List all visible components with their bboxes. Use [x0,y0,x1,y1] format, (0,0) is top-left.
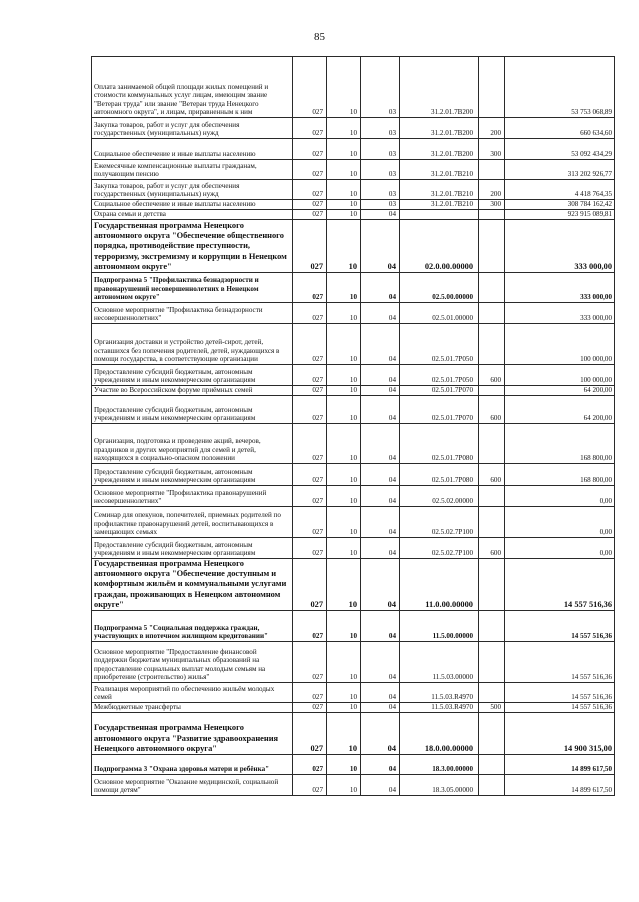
row-expense-type [479,324,505,365]
row-expense-type: 200 [479,118,505,139]
row-admin-code: 027 [293,220,327,273]
row-name: Организация доставки и устройство детей-сирот, детей, оставшихся без попечения родителей, детей, нуждающихся в помощи государства, в соответствующие организации [92,324,293,365]
table-row [92,160,615,180]
row-section: 10 [327,273,361,303]
row-section: 10 [327,713,361,755]
table-row [92,611,615,642]
row-subsection: 04 [361,464,400,486]
row-admin-code: 027 [293,273,327,303]
row-name: Подпрограмма 5 "Социальная поддержка граждан, участвующих в ипотечном жилищном кредитовании" [92,611,293,642]
table-row [92,303,615,324]
row-amount: 168 800,00 [505,464,615,486]
row-subsection: 04 [361,486,400,507]
row-subsection: 04 [361,775,400,796]
table-row [92,57,615,118]
row-admin-code: 027 [293,713,327,755]
row-subsection: 04 [361,642,400,683]
row-admin-code: 027 [293,703,327,713]
row-name: Реализация мероприятий по обеспечению жильём молодых семей [92,683,293,703]
row-amount: 100 000,00 [505,365,615,386]
table-body [92,57,615,796]
table-row [92,755,615,775]
table-row [92,683,615,703]
row-section: 10 [327,396,361,424]
row-target-article: 02.5.01.7Р080 [400,464,479,486]
row-target-article: 02.5.01.7Р050 [400,324,479,365]
row-amount: 14 899 617,50 [505,755,615,775]
row-subsection: 04 [361,507,400,538]
row-amount: 333 000,00 [505,273,615,303]
row-name: Государственная программа Ненецкого автономного округа "Обеспечение общественного порядка, противодействие преступности, терроризму, экстремизму и коррупции в Ненецком автономном округе" [92,220,293,273]
row-expense-type [479,57,505,118]
row-admin-code: 027 [293,160,327,180]
row-expense-type [479,775,505,796]
row-target-article: 02.5.01.00000 [400,303,479,324]
row-target-article: 31.2.01.7В200 [400,139,479,160]
row-subsection: 03 [361,57,400,118]
row-expense-type [479,755,505,775]
row-target-article: 11.0.00.00000 [400,559,479,611]
row-expense-type: 500 [479,703,505,713]
row-target-article: 02.0.00.00000 [400,220,479,273]
row-subsection: 04 [361,210,400,220]
row-name: Подпрограмма 5 "Профилактика безнадзорности и правонарушений несовершеннолетних в Ненецком автономном округе" [92,273,293,303]
row-section: 10 [327,538,361,559]
table-row [92,118,615,139]
row-target-article: 02.5.01.7Р070 [400,396,479,424]
row-subsection: 04 [361,386,400,396]
row-subsection: 04 [361,324,400,365]
row-amount: 333 000,00 [505,220,615,273]
row-name: Основное мероприятие "Профилактика правонарушений несовершеннолетних" [92,486,293,507]
table-row [92,324,615,365]
row-amount: 333 000,00 [505,303,615,324]
row-expense-type [479,160,505,180]
row-section: 10 [327,775,361,796]
row-target-article: 02.5.01.7Р080 [400,424,479,464]
row-name: Охрана семьи и детства [92,210,293,220]
row-subsection: 04 [361,611,400,642]
row-target-article: 31.2.01.7В210 [400,160,479,180]
row-expense-type: 200 [479,180,505,200]
row-name: Предоставление субсидий бюджетным, автономным учреждениям и иным некоммерческим организациям [92,365,293,386]
row-admin-code: 027 [293,775,327,796]
row-amount: 14 900 315,00 [505,713,615,755]
row-name: Участие во Всероссийском форуме приёмных семей [92,386,293,396]
row-target-article: 02.5.02.7Р100 [400,538,479,559]
table-row [92,139,615,160]
row-target-article: 18.3.05.00000 [400,775,479,796]
row-target-article: 31.2.01.7В210 [400,200,479,210]
row-section: 10 [327,486,361,507]
row-section: 10 [327,139,361,160]
row-section: 10 [327,57,361,118]
row-section: 10 [327,755,361,775]
row-expense-type: 600 [479,396,505,424]
row-name: Закупка товаров, работ и услуг для обеспечения государственных (муниципальных) нужд [92,180,293,200]
table-row [92,559,615,611]
row-subsection: 04 [361,424,400,464]
row-subsection: 04 [361,559,400,611]
row-section: 10 [327,424,361,464]
row-expense-type [479,683,505,703]
row-amount: 923 915 089,81 [505,210,615,220]
row-subsection: 04 [361,538,400,559]
row-expense-type [479,273,505,303]
table-row [92,507,615,538]
row-name: Социальное обеспечение и иные выплаты населению [92,139,293,160]
row-name: Основное мероприятие "Предоставление финансовой поддержки бюджетам муниципальных образований на предоставление социальных выплат молодым семьям на приобретение (строительство) жилья" [92,642,293,683]
table-row [92,775,615,796]
table-row [92,210,615,220]
row-name: Государственная программа Ненецкого автономного округа "Развитие здравоохранения Ненецкого автономного округа" [92,713,293,755]
table-row [92,386,615,396]
row-name: Подпрограмма 3 "Охрана здоровья матери и ребёнка" [92,755,293,775]
row-section: 10 [327,386,361,396]
row-subsection: 04 [361,713,400,755]
row-expense-type [479,303,505,324]
row-expense-type [479,559,505,611]
table-row [92,538,615,559]
row-admin-code: 027 [293,507,327,538]
row-subsection: 03 [361,139,400,160]
row-name: Организация, подготовка и проведение акций, вечеров, праздников и других мероприятий для семей и детей, находящихся в социально-опасном положении [92,424,293,464]
row-admin-code: 027 [293,538,327,559]
row-section: 10 [327,180,361,200]
row-amount: 0,00 [505,507,615,538]
row-admin-code: 027 [293,324,327,365]
table-row [92,220,615,273]
row-admin-code: 027 [293,139,327,160]
row-name: Основное мероприятие "Профилактика безнадзорности несовершеннолетних" [92,303,293,324]
row-amount: 64 200,00 [505,396,615,424]
row-subsection: 04 [361,396,400,424]
row-name: Оплата занимаемой общей площади жилых помещений и стоимости коммунальных услуг лицам, имеющим звание "Ветеран труда" или звание "Ветеран труда Ненецкого автономного округа", и лицам, приравненным к ним [92,57,293,118]
row-section: 10 [327,210,361,220]
table-row [92,424,615,464]
row-section: 10 [327,611,361,642]
row-expense-type: 600 [479,365,505,386]
row-subsection: 04 [361,273,400,303]
row-amount: 14 899 617,50 [505,775,615,796]
row-name: Социальное обеспечение и иные выплаты населению [92,200,293,210]
row-target-article: 18.3.00.00000 [400,755,479,775]
row-amount: 14 557 516,36 [505,683,615,703]
row-admin-code: 027 [293,755,327,775]
row-expense-type [479,424,505,464]
row-section: 10 [327,160,361,180]
row-section: 10 [327,303,361,324]
table-row [92,713,615,755]
table-row [92,486,615,507]
page-number: 85 [314,31,325,43]
row-expense-type [479,611,505,642]
budget-table [91,56,615,796]
row-admin-code: 027 [293,559,327,611]
row-section: 10 [327,683,361,703]
row-name: Закупка товаров, работ и услуг для обеспечения государственных (муниципальных) нужд [92,118,293,139]
row-section: 10 [327,642,361,683]
row-subsection: 04 [361,683,400,703]
row-name: Государственная программа Ненецкого автономного округа "Обеспечение доступным и комфортным жильём и коммунальными услугами граждан, проживающих в Ненецком автономном округе" [92,559,293,611]
row-expense-type: 300 [479,200,505,210]
table-row [92,200,615,210]
row-name: Межбюджетные трансферты [92,703,293,713]
row-subsection: 03 [361,180,400,200]
row-admin-code: 027 [293,200,327,210]
row-amount: 53 092 434,29 [505,139,615,160]
row-target-article: 11.5.00.00000 [400,611,479,642]
row-amount: 100 000,00 [505,324,615,365]
row-section: 10 [327,464,361,486]
row-target-article: 31.2.01.7В210 [400,180,479,200]
row-target-article: 11.5.03.R4970 [400,703,479,713]
table-row [92,703,615,713]
row-target-article: 18.0.00.00000 [400,713,479,755]
row-amount: 14 557 516,36 [505,559,615,611]
row-expense-type [479,210,505,220]
table-row [92,464,615,486]
row-target-article: 02.5.02.7Р100 [400,507,479,538]
row-admin-code: 027 [293,365,327,386]
row-admin-code: 027 [293,386,327,396]
row-subsection: 04 [361,755,400,775]
row-admin-code: 027 [293,57,327,118]
row-admin-code: 027 [293,303,327,324]
row-amount: 0,00 [505,486,615,507]
row-admin-code: 027 [293,611,327,642]
row-admin-code: 027 [293,486,327,507]
table-row [92,396,615,424]
row-target-article: 02.5.00.00000 [400,273,479,303]
row-amount: 660 634,60 [505,118,615,139]
row-admin-code: 027 [293,424,327,464]
row-expense-type [479,486,505,507]
row-amount: 53 753 068,89 [505,57,615,118]
row-amount: 64 200,00 [505,386,615,396]
row-name: Предоставление субсидий бюджетным, автономным учреждениям и иным некоммерческим организациям [92,464,293,486]
row-target-article: 02.5.01.7Р050 [400,365,479,386]
row-section: 10 [327,507,361,538]
row-section: 10 [327,324,361,365]
table-row [92,180,615,200]
row-admin-code: 027 [293,180,327,200]
row-subsection: 03 [361,118,400,139]
row-expense-type [479,642,505,683]
row-amount: 14 557 516,36 [505,703,615,713]
row-section: 10 [327,220,361,273]
row-amount: 308 784 162,42 [505,200,615,210]
row-amount: 168 800,00 [505,424,615,464]
row-amount: 0,00 [505,538,615,559]
row-name: Семинар для опекунов, попечителей, приемных родителей по профилактике правонарушений детей, воспитывающихся в замещающих семьях [92,507,293,538]
row-target-article [400,210,479,220]
row-expense-type: 300 [479,139,505,160]
row-admin-code: 027 [293,464,327,486]
row-name: Основное мероприятие "Оказание медицинской, социальной помощи детям" [92,775,293,796]
row-amount: 14 557 516,36 [505,642,615,683]
row-section: 10 [327,703,361,713]
row-subsection: 04 [361,703,400,713]
row-target-article: 11.5.03.00000 [400,642,479,683]
row-admin-code: 027 [293,210,327,220]
row-expense-type [479,507,505,538]
row-subsection: 03 [361,160,400,180]
row-subsection: 04 [361,220,400,273]
row-target-article: 02.5.01.7Р070 [400,386,479,396]
row-expense-type: 600 [479,538,505,559]
row-admin-code: 027 [293,396,327,424]
row-section: 10 [327,559,361,611]
row-target-article: 31.2.01.7В200 [400,57,479,118]
row-section: 10 [327,200,361,210]
row-name: Предоставление субсидий бюджетным, автономным учреждениям и иным некоммерческим организациям [92,396,293,424]
row-expense-type [479,220,505,273]
table-row [92,273,615,303]
row-target-article: 11.5.03.R4970 [400,683,479,703]
row-expense-type [479,386,505,396]
row-section: 10 [327,118,361,139]
row-subsection: 04 [361,365,400,386]
row-amount: 313 202 926,77 [505,160,615,180]
row-admin-code: 027 [293,118,327,139]
row-expense-type [479,713,505,755]
row-name: Ежемесячные компенсационные выплаты гражданам, получающим пенсию [92,160,293,180]
row-amount: 4 418 764,35 [505,180,615,200]
row-amount: 14 557 516,36 [505,611,615,642]
row-subsection: 04 [361,303,400,324]
table-row [92,365,615,386]
row-admin-code: 027 [293,642,327,683]
row-expense-type: 600 [479,464,505,486]
row-admin-code: 027 [293,683,327,703]
row-target-article: 02.5.02.00000 [400,486,479,507]
table-row [92,642,615,683]
row-name: Предоставление субсидий бюджетным, автономным учреждениям и иным некоммерческим организациям [92,538,293,559]
row-target-article: 31.2.01.7В200 [400,118,479,139]
row-subsection: 03 [361,200,400,210]
row-section: 10 [327,365,361,386]
